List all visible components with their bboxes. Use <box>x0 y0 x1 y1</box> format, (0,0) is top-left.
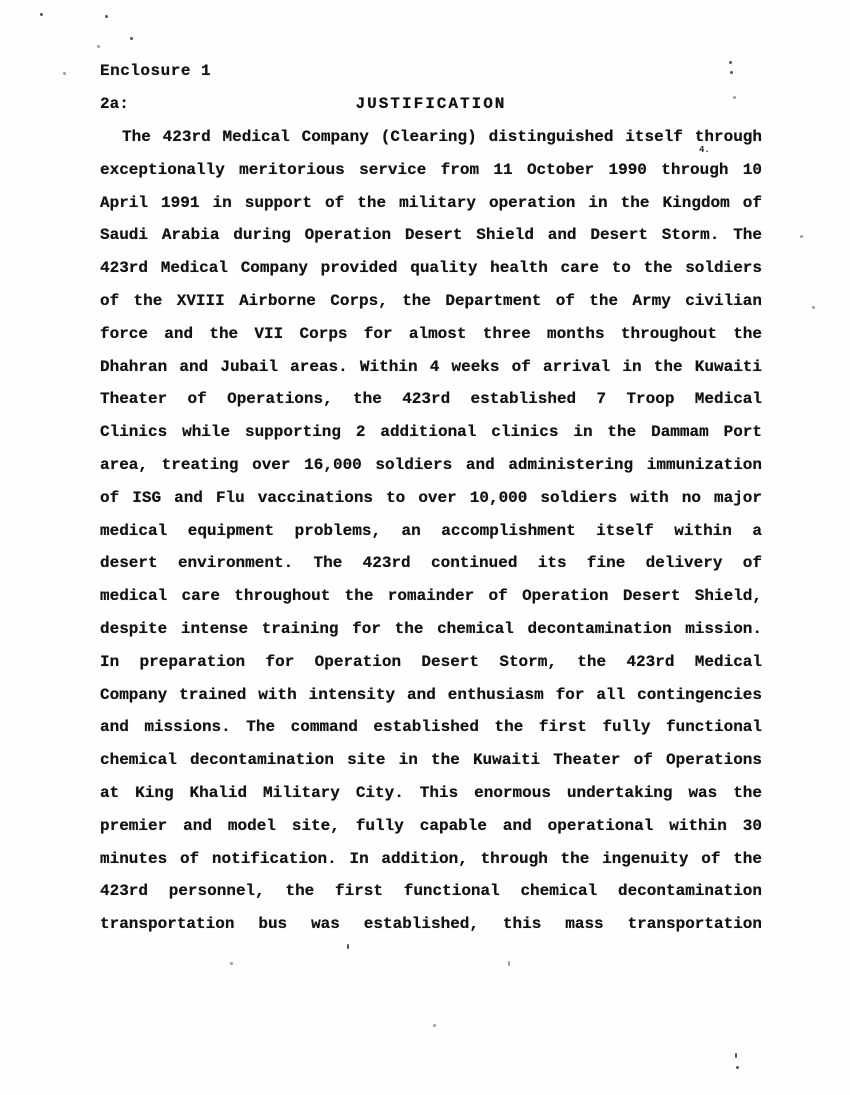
body-line: at King Khalid Military City. This enormous undertaking was the <box>100 783 762 802</box>
body-line: Clinics while supporting 2 additional clinics in the Dammam Port <box>100 423 762 442</box>
body-line: 423rd personnel, the first functional chemical decontamination <box>100 882 762 901</box>
enclosure-label: Enclosure 1 <box>100 62 212 80</box>
scan-speck <box>433 1024 436 1027</box>
scan-speck <box>735 1053 737 1058</box>
scan-speck <box>105 15 108 18</box>
body-line: medical equipment problems, an accomplishment itself within a <box>100 521 762 540</box>
scan-speck <box>40 13 43 16</box>
scan-speck <box>130 37 133 40</box>
body-line: of the XVIII Airborne Corps, the Department of the Army civilian <box>100 291 762 310</box>
body-line: desert environment. The 423rd continued its fine delivery of <box>100 554 762 573</box>
body-line: force and the VII Corps for almost three months throughout the <box>100 324 762 343</box>
body-line: medical care throughout the romainder of Operation Desert Shield, <box>100 587 762 606</box>
title-row <box>100 95 762 115</box>
body-line: of ISG and Flu vaccinations to over 10,000 soldiers with no major <box>100 488 762 507</box>
body-line: Company trained with intensity and enthusiasm for all contingencies <box>100 685 762 704</box>
document-body <box>100 128 762 948</box>
body-line: area, treating over 16,000 soldiers and administering immunization <box>100 455 762 474</box>
body-line: In preparation for Operation Desert Storm, the 423rd Medical <box>100 652 762 671</box>
scan-speck <box>730 71 733 74</box>
scan-speck <box>508 961 510 966</box>
body-line: chemical decontamination site in the Kuwaiti Theater of Operations <box>100 751 762 770</box>
scan-artifact-mark: 4. <box>699 145 710 155</box>
scan-speck <box>729 61 732 64</box>
body-line: Theater of Operations, the 423rd established 7 Troop Medical <box>100 390 762 409</box>
document-title: JUSTIFICATION <box>355 95 507 113</box>
body-line: April 1991 in support of the military operation in the Kingdom of <box>100 193 762 212</box>
body-line: 423rd Medical Company provided quality health care to the soldiers <box>100 259 762 278</box>
body-line: minutes of notification. In addition, through the ingenuity of the <box>100 849 762 868</box>
body-line: exceptionally meritorious service from 11 October 1990 through 10 <box>100 160 762 179</box>
scan-speck <box>347 944 349 949</box>
body-line: and missions. The command established the first fully functional <box>100 718 762 737</box>
scan-speck <box>230 962 233 965</box>
scan-speck <box>97 45 100 48</box>
scan-speck <box>63 72 66 75</box>
scan-speck <box>800 235 803 238</box>
body-line: premier and model site, fully capable and operational within 30 <box>100 816 762 835</box>
scan-speck <box>736 1066 739 1069</box>
paragraph-label: 2a: <box>100 95 129 113</box>
body-line: Dhahran and Jubail areas. Within 4 weeks of arrival in the Kuwaiti <box>100 357 762 376</box>
scan-speck <box>733 96 736 99</box>
scan-speck <box>812 306 815 309</box>
body-line: transportation bus was established, this mass transportation <box>100 915 762 934</box>
body-line: Saudi Arabia during Operation Desert Shield and Desert Storm. The <box>100 226 762 245</box>
body-line: The 423rd Medical Company (Clearing) distinguished itself through <box>122 128 762 146</box>
body-line: despite intense training for the chemical decontamination mission. <box>100 619 762 638</box>
